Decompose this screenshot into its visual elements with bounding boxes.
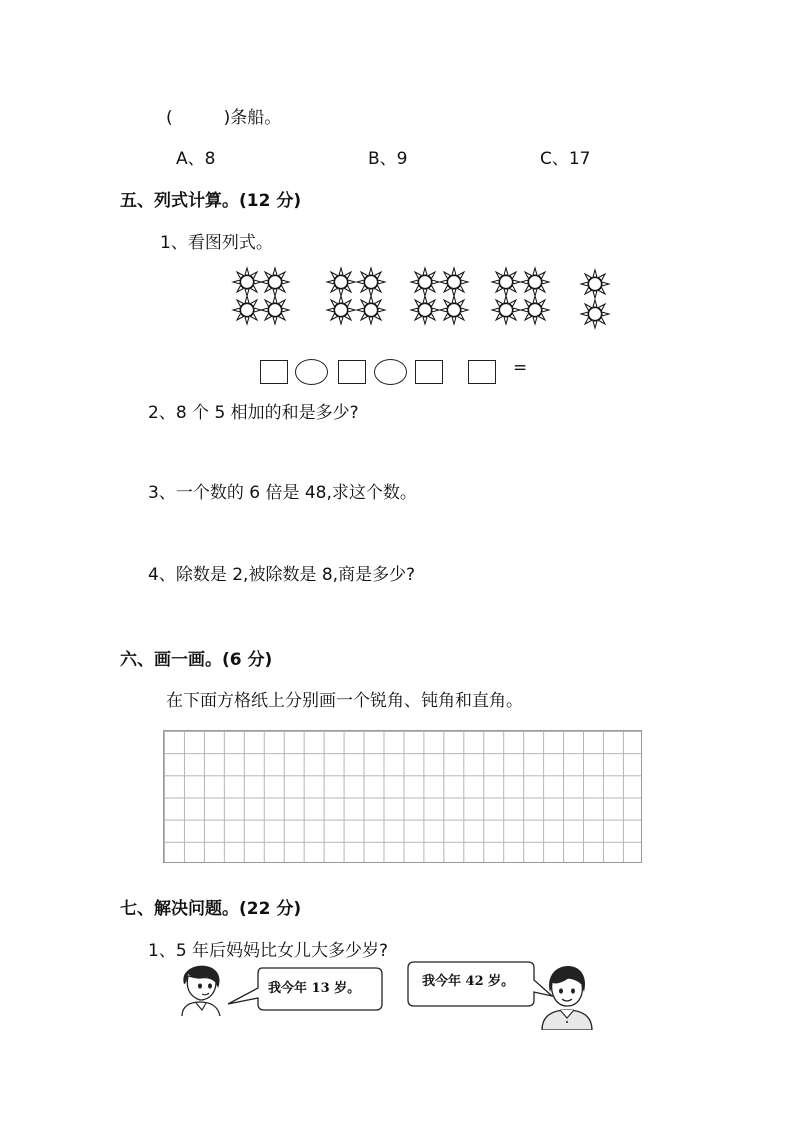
section7-q1: 1、5 年后妈妈比女儿大多少岁? <box>148 941 389 961</box>
answer-box-1[interactable] <box>260 360 288 384</box>
mother-speech-text: 我今年 42 岁。 <box>422 974 515 989</box>
sun-group-4 <box>492 268 549 324</box>
section5-q1: 1、看图列式。 <box>160 233 273 253</box>
section5-q4: 4、除数是 2,被除数是 8,商是多少? <box>148 565 416 585</box>
section5-q2: 2、8 个 5 相加的和是多少? <box>148 403 359 423</box>
mother-illustration <box>538 962 594 1030</box>
option-c: C、17 <box>540 149 591 169</box>
section5-title: 五、列式计算。(12 分) <box>120 191 302 211</box>
answer-box-4[interactable] <box>468 360 496 384</box>
section7-title: 七、解决问题。(22 分) <box>120 899 302 919</box>
section6-instruction: 在下面方格纸上分别画一个锐角、钝角和直角。 <box>166 691 523 711</box>
sun-group-2 <box>327 268 385 324</box>
answer-box-2[interactable] <box>338 360 366 384</box>
option-a: A、8 <box>176 149 216 169</box>
sun-group-1 <box>233 268 289 324</box>
sun-group-5 <box>581 270 609 328</box>
section6-title: 六、画一画。(6 分) <box>120 650 273 670</box>
option-b: B、9 <box>368 149 408 169</box>
graph-paper-grid[interactable] <box>163 730 642 863</box>
operator-circle-1[interactable] <box>295 359 328 385</box>
boat-blank-line: ( )条船。 <box>166 108 282 128</box>
daughter-illustration <box>176 962 228 1016</box>
operator-circle-2[interactable] <box>374 359 407 385</box>
equals-sign: = <box>513 358 528 378</box>
daughter-speech-text: 我今年 13 岁。 <box>268 981 361 996</box>
sun-group-3 <box>411 268 468 324</box>
answer-box-3[interactable] <box>415 360 443 384</box>
section5-q3: 3、一个数的 6 倍是 48,求这个数。 <box>148 483 417 503</box>
sun-picture <box>225 262 625 334</box>
